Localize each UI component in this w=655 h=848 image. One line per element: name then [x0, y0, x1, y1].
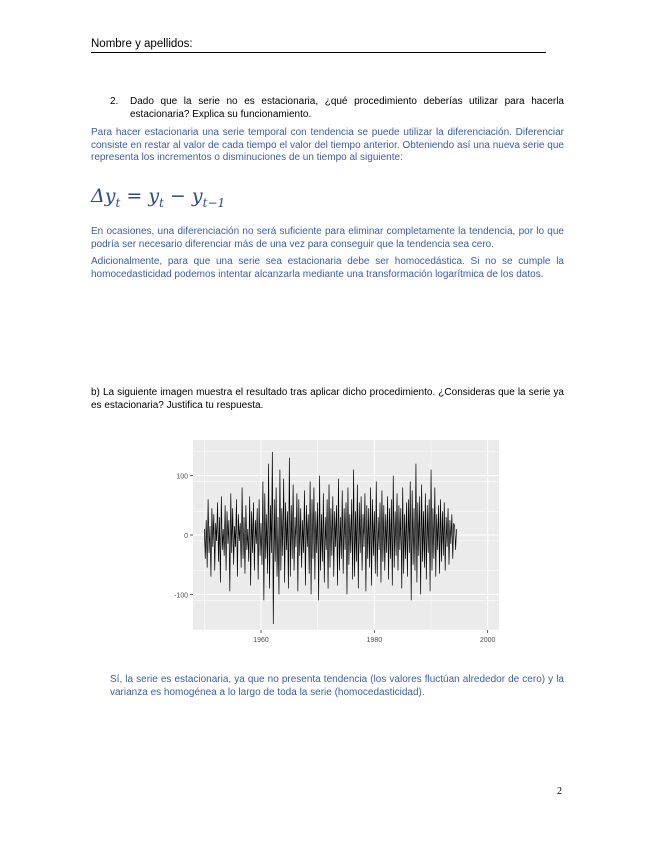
y-tick-label: 100	[176, 473, 188, 481]
x-tick-label: 1980	[366, 637, 383, 644]
formula-minus: −	[169, 185, 186, 207]
question-2-number: 2.	[110, 96, 119, 107]
answer-paragraph-3: Adicionalmente, para que una serie sea estacionaria debe ser homocedástica. Si no se cumple la homocedasticidad podemos intentar alcanzarla mediante una transformación logarítmica de los datos.	[91, 256, 564, 280]
formula-y1-sub: t	[159, 195, 164, 210]
x-tick-label: 2000	[479, 637, 496, 644]
formula-y2: y	[191, 185, 203, 207]
question-b-text: b) La siguiente imagen muestra el resultado tras aplicar dicho procedimiento. ¿Consideras que la serie ya es estacionaria? Justifica tu respuesta.	[91, 387, 564, 411]
differenced-series-chart	[163, 437, 508, 647]
formula-y2-sub: t−1	[202, 195, 226, 210]
difference-formula	[91, 185, 225, 210]
page-number: 2	[557, 786, 562, 797]
formula-lhs: Δy	[91, 185, 116, 207]
formula-y1: y	[148, 185, 160, 207]
y-tick-label: 0	[184, 533, 188, 540]
formula-lhs-sub: t	[115, 195, 121, 210]
x-tick-label: 1960	[253, 637, 269, 644]
answer-b-text: Sí, la serie es estacionaria, ya que no presenta tendencia (los valores fluctúan alrededor de cero) y la varianza es homogénea a lo largo de toda la serie (homocedasticidad).	[110, 674, 564, 698]
question-2-text: Dado que la serie no es estacionaria, ¿qué procedimiento deberías utilizar para hacerla estacionaria? Explica su funcionamiento.	[130, 96, 564, 120]
answer-paragraph-2: En ocasiones, una diferenciación no será suficiente para eliminar completamente la tendencia, por lo que podría ser necesario diferenciar más de una vez para conseguir que la tendencia sea cero.	[91, 226, 564, 250]
name-field-label: Nombre y apellidos:	[91, 38, 193, 50]
y-tick-label: -100	[173, 592, 188, 600]
name-field-line	[91, 52, 546, 53]
formula-equals: =	[126, 185, 143, 207]
answer-paragraph-1: Para hacer estacionaria una serie temporal con tendencia se puede utilizar la diferenciación. Diferenciar consiste en restar al valor de cada tiempo el valor del tiempo anterior. Obteniendo así una nueva serie que representa los incrementos o disminuciones de un tiempo al siguiente:	[91, 127, 564, 163]
question-2	[110, 96, 564, 121]
